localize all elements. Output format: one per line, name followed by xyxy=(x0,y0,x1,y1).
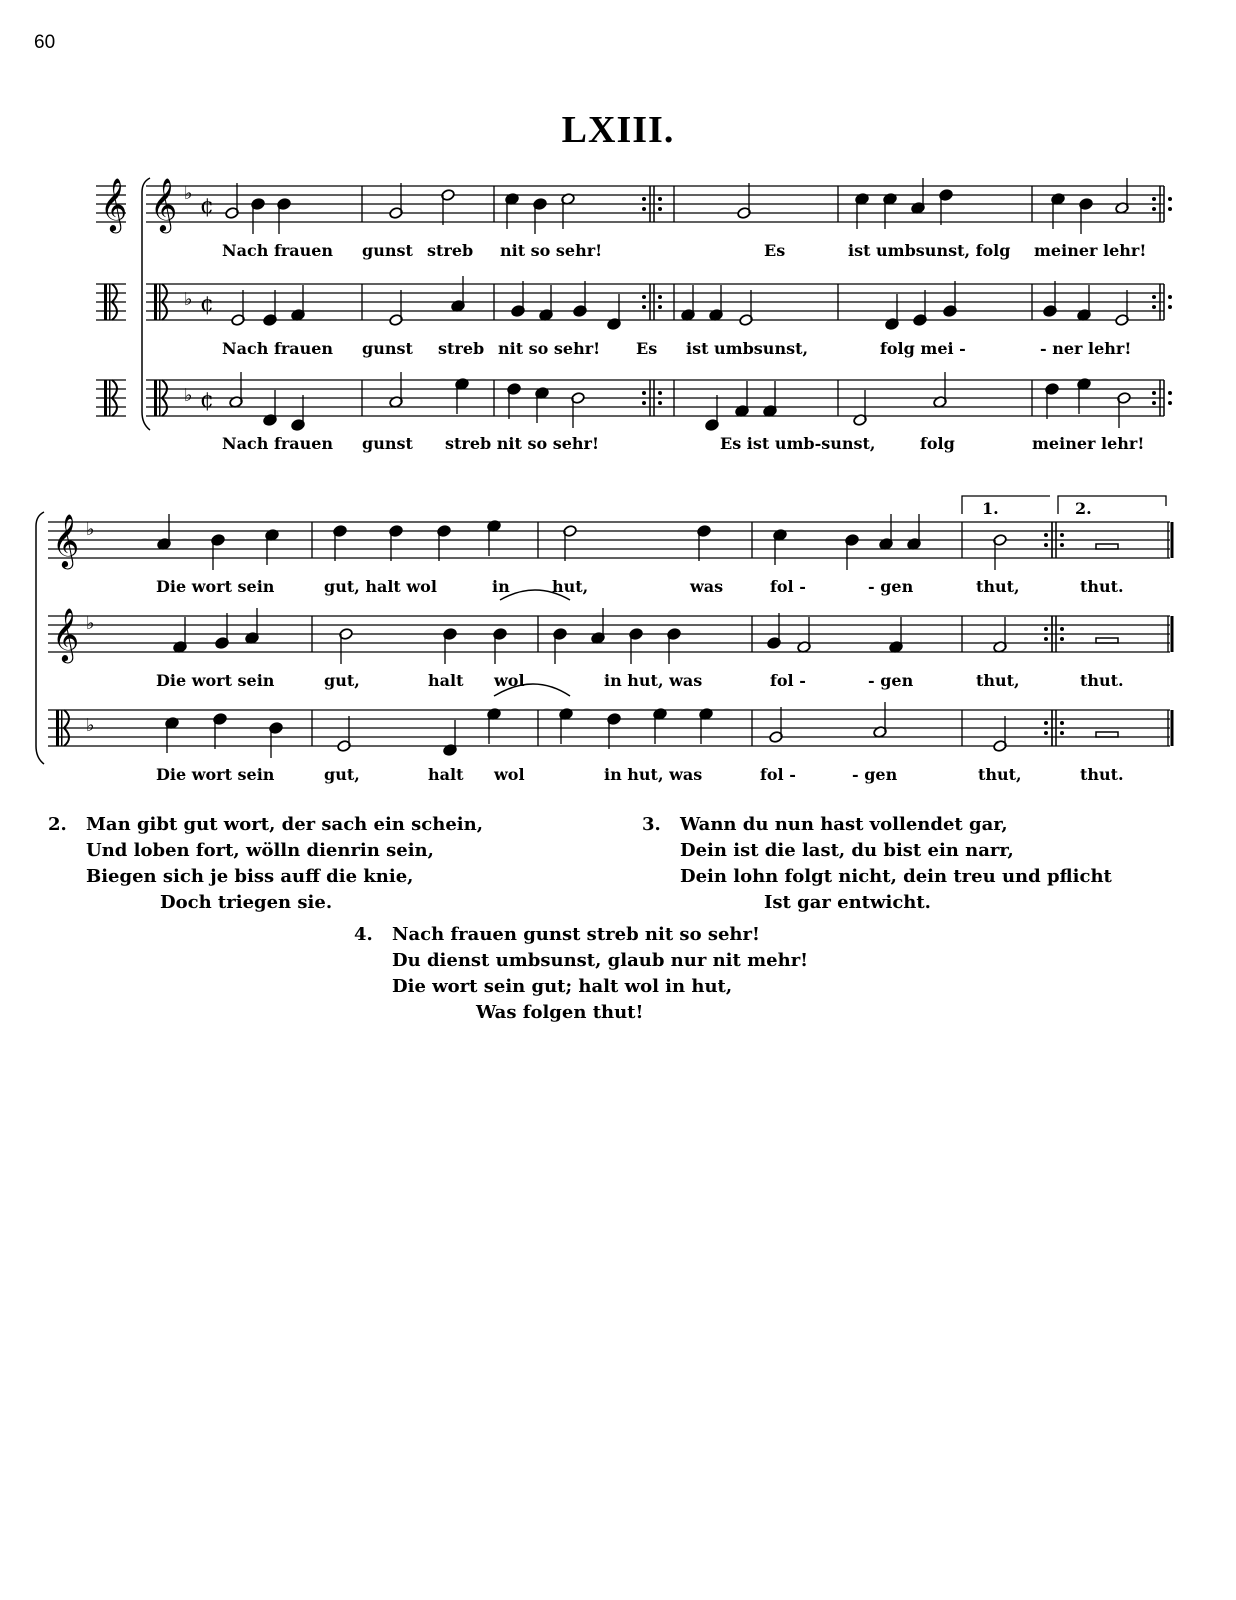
repeat-dot xyxy=(1168,401,1172,405)
system-brace xyxy=(142,178,150,430)
repeat-dot xyxy=(1168,197,1172,201)
alto-clef-icon xyxy=(154,380,157,416)
verse-4 xyxy=(354,922,808,1026)
breve-note xyxy=(1096,732,1118,737)
repeat-dot xyxy=(1044,533,1048,537)
repeat-dot xyxy=(1060,627,1064,631)
repeat-dot xyxy=(1152,295,1156,299)
verse-line: Doch triegen sie. xyxy=(160,892,333,913)
repeat-dot xyxy=(658,305,662,309)
repeat-dot xyxy=(1044,543,1048,547)
repeat-dot xyxy=(1152,207,1156,211)
system-1-lyrics xyxy=(222,241,1146,453)
lyric: ist umbsunst, folg xyxy=(848,241,1011,260)
alto-clef-icon xyxy=(154,284,157,320)
flat-sign-icon: ♭ xyxy=(184,385,193,406)
lyric: - gen xyxy=(868,671,914,690)
flat-sign-icon: ♭ xyxy=(86,613,95,634)
verse-line: Wann du nun hast vollendet gar, xyxy=(680,814,1008,835)
lyric: Die wort sein xyxy=(156,765,275,784)
lyric: gut, halt wol xyxy=(324,577,437,596)
repeat-dot xyxy=(1168,391,1172,395)
lyric: thut. xyxy=(1080,671,1124,690)
piece-title: LXIII. xyxy=(561,109,675,151)
lyric: halt xyxy=(428,765,464,784)
verse-number: 2. xyxy=(48,814,67,835)
lyric: Nach frauen xyxy=(222,434,334,453)
alto-clef-icon xyxy=(56,710,59,746)
lyric: folg xyxy=(920,434,955,453)
repeat-dot xyxy=(642,391,646,395)
page-number: 60 xyxy=(34,32,56,53)
lyric: - gen xyxy=(868,577,914,596)
treble-clef-icon: 𝄞 xyxy=(52,513,80,567)
repeat-dot xyxy=(658,197,662,201)
lyric: wol xyxy=(494,671,525,690)
lyric: fol - xyxy=(770,671,806,690)
verse-line: Und loben fort, wölln dienrin sein, xyxy=(86,840,434,861)
cut-time-icon: ¢ xyxy=(200,292,214,317)
repeat-dot xyxy=(1168,295,1172,299)
alto-clef-icon xyxy=(61,710,63,746)
repeat-dot xyxy=(658,207,662,211)
repeat-dot xyxy=(1060,543,1064,547)
verse-line: Was folgen thut! xyxy=(476,1002,644,1023)
verse-2 xyxy=(48,812,483,916)
verse-number: 3. xyxy=(642,814,661,835)
lyric: nit so sehr! xyxy=(498,339,601,358)
flat-sign-icon: ♭ xyxy=(86,715,95,736)
repeat-dot xyxy=(1060,721,1064,725)
ending-1-label: 1. xyxy=(982,499,999,518)
lyric: halt xyxy=(428,671,464,690)
lyric: wol xyxy=(494,765,525,784)
lyric: thut. xyxy=(1080,765,1124,784)
flat-sign-icon: ♭ xyxy=(184,289,193,310)
flat-sign-icon: ♭ xyxy=(184,183,193,204)
lyric: streb xyxy=(438,339,485,358)
ending-2-label: 2. xyxy=(1075,499,1092,518)
lyric: folg mei - xyxy=(880,339,966,358)
repeat-dot xyxy=(658,295,662,299)
lyric: in hut, was xyxy=(604,671,703,690)
repeat-dot xyxy=(658,401,662,405)
repeat-dot xyxy=(1168,207,1172,211)
repeat-dot xyxy=(1044,627,1048,631)
lyric: gut, xyxy=(324,671,360,690)
lyric: thut, xyxy=(976,671,1020,690)
lyric: streb xyxy=(427,241,474,260)
repeat-dot xyxy=(1044,731,1048,735)
lyric: meiner lehr! xyxy=(1032,434,1145,453)
system-2-lyrics xyxy=(156,499,1124,784)
treble-clef-icon: 𝄞 xyxy=(150,177,178,231)
lyric: in hut, was xyxy=(604,765,703,784)
verse-number: 4. xyxy=(354,924,373,945)
lyric: - gen xyxy=(852,765,898,784)
verse-line: Die wort sein gut; halt wol in hut, xyxy=(392,976,733,997)
repeat-dot xyxy=(1044,637,1048,641)
lyric: meiner lehr! xyxy=(1034,241,1147,260)
breve-note xyxy=(1096,544,1118,549)
repeat-dot xyxy=(642,401,646,405)
repeat-dot xyxy=(1152,391,1156,395)
repeat-dot xyxy=(1060,731,1064,735)
lyric: hut, xyxy=(552,577,589,596)
lyric: gut, xyxy=(324,765,360,784)
cut-time-icon: ¢ xyxy=(200,388,214,413)
verse-3 xyxy=(642,812,1112,916)
verse-line: Ist gar entwicht. xyxy=(764,892,931,913)
lyric: gunst xyxy=(362,434,413,453)
repeat-dot xyxy=(658,391,662,395)
verse-line: Biegen sich je biss auff die knie, xyxy=(86,866,414,887)
verse-line: Dein lohn folgt nicht, dein treu und pflicht xyxy=(680,866,1112,887)
alto-clef-icon xyxy=(159,380,161,416)
volta-bracket-1 xyxy=(962,496,1050,514)
lyric: thut, xyxy=(978,765,1022,784)
cut-time-icon: ¢ xyxy=(200,194,214,219)
lyric: streb nit so sehr! xyxy=(445,434,599,453)
repeat-dot xyxy=(1044,721,1048,725)
repeat-dot xyxy=(1060,637,1064,641)
lyric: Die wort sein xyxy=(156,577,275,596)
lyric: Es xyxy=(636,339,658,358)
treble-clef-icon: 𝄞 xyxy=(100,177,128,231)
flat-sign-icon: ♭ xyxy=(86,519,95,540)
repeat-dot xyxy=(642,305,646,309)
lyric: fol - xyxy=(770,577,806,596)
lyric: thut. xyxy=(1080,577,1124,596)
breve-note xyxy=(1096,638,1118,643)
lyric: in xyxy=(492,577,510,596)
system-brace xyxy=(36,512,44,764)
lyric: Nach frauen xyxy=(222,339,334,358)
verse-line: Dein ist die last, du bist ein narr, xyxy=(680,840,1014,861)
repeat-dot xyxy=(1060,533,1064,537)
lyric: - ner lehr! xyxy=(1040,339,1132,358)
repeat-dot xyxy=(1152,401,1156,405)
alto-clef-icon xyxy=(159,284,161,320)
verse-line: Nach frauen gunst streb nit so sehr! xyxy=(392,924,760,945)
repeat-dot xyxy=(642,295,646,299)
lyric: Es xyxy=(764,241,786,260)
verse-line: Man gibt gut wort, der sach ein schein, xyxy=(86,814,483,835)
repeat-dot xyxy=(1152,197,1156,201)
lyric: fol - xyxy=(760,765,796,784)
lyric: gunst xyxy=(362,339,413,358)
lyric: nit so sehr! xyxy=(500,241,603,260)
lyric: Nach frauen xyxy=(222,241,334,260)
repeat-dot xyxy=(642,207,646,211)
verse-line: Du dienst umbsunst, glaub nur nit mehr! xyxy=(392,950,809,971)
lyric: thut, xyxy=(976,577,1020,596)
lyric: ist umbsunst, xyxy=(686,339,809,358)
repeat-dot xyxy=(1152,305,1156,309)
lyric: Die wort sein xyxy=(156,671,275,690)
repeat-dot xyxy=(642,197,646,201)
lyric: was xyxy=(690,577,724,596)
treble-clef-icon: 𝄞 xyxy=(52,607,80,661)
lyric: Es ist umb-sunst, xyxy=(720,434,876,453)
lyric: gunst xyxy=(362,241,413,260)
repeat-dot xyxy=(1168,305,1172,309)
